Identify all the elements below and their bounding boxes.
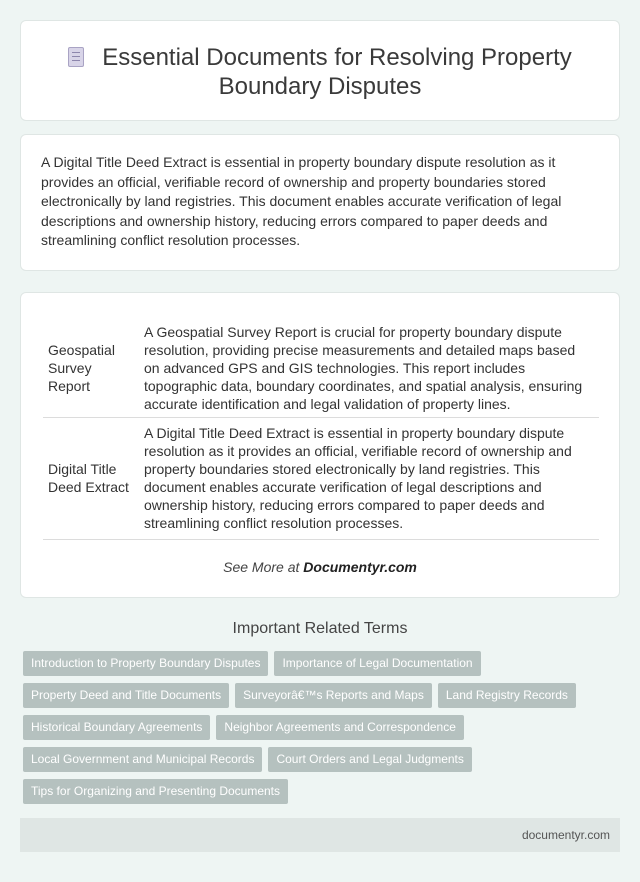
related-term-tag[interactable]: Court Orders and Legal Judgments (268, 747, 471, 772)
related-term-tag[interactable]: Land Registry Records (438, 683, 576, 708)
row-label: Digital Title Deed Extract (43, 417, 139, 539)
related-term-tag[interactable]: Property Deed and Title Documents (23, 683, 229, 708)
footer (20, 818, 620, 852)
see-more-prefix: See More at (223, 559, 304, 575)
title-line-1: Essential Documents for Resolving Property (102, 44, 572, 71)
related-terms-list (23, 651, 603, 811)
intro-card (20, 134, 620, 271)
intro-text: A Digital Title Deed Extract is essential in property boundary dispute resolution as it provides an official, verifiable record of ownership and property boundaries stored electronically by land registries. This document enables accurate verification of legal descriptions and ownership history, reducing errors compared to paper deeds and streamlining conflict resolution processes. (41, 154, 562, 248)
see-more (21, 559, 619, 575)
row-label: Geospatial Survey Report (43, 319, 139, 417)
table-row (43, 319, 599, 417)
related-term-tag[interactable]: Neighbor Agreements and Correspondence (216, 715, 463, 740)
document-icon (68, 47, 84, 67)
row-description: A Geospatial Survey Report is crucial for property boundary dispute resolution, providing precise measurements and detailed maps based on advanced GPS and GIS technologies. This report includes topographic data, boundary coordinates, and spatial analysis, ensuring accurate identification and legal validation of property lines. (139, 319, 599, 417)
see-more-link[interactable]: Documentyr.com (303, 559, 417, 575)
documents-table (43, 319, 599, 540)
table-row (43, 417, 599, 539)
row-description: A Digital Title Deed Extract is essential in property boundary dispute resolution as it provides an official, verifiable record of ownership and property boundaries stored electronically by land registries. This document enables accurate verification of legal descriptions and ownership history, reducing errors compared to paper deeds and streamlining conflict resolution processes. (139, 417, 599, 539)
documents-table-card (20, 292, 620, 598)
header-card (20, 20, 620, 121)
related-terms-title: Important Related Terms (232, 620, 408, 637)
related-term-tag[interactable]: Importance of Legal Documentation (274, 651, 480, 676)
related-term-tag[interactable]: Historical Boundary Agreements (23, 715, 210, 740)
related-term-tag[interactable]: Surveyorâ€™s Reports and Maps (235, 683, 432, 708)
related-term-tag[interactable]: Local Government and Municipal Records (23, 747, 262, 772)
related-term-tag[interactable]: Tips for Organizing and Presenting Documents (23, 779, 288, 804)
related-term-tag[interactable]: Introduction to Property Boundary Disputes (23, 651, 268, 676)
footer-site-link[interactable]: documentyr.com (521, 828, 610, 842)
title-line-2: Boundary Disputes (218, 73, 422, 100)
page-title (21, 43, 619, 101)
